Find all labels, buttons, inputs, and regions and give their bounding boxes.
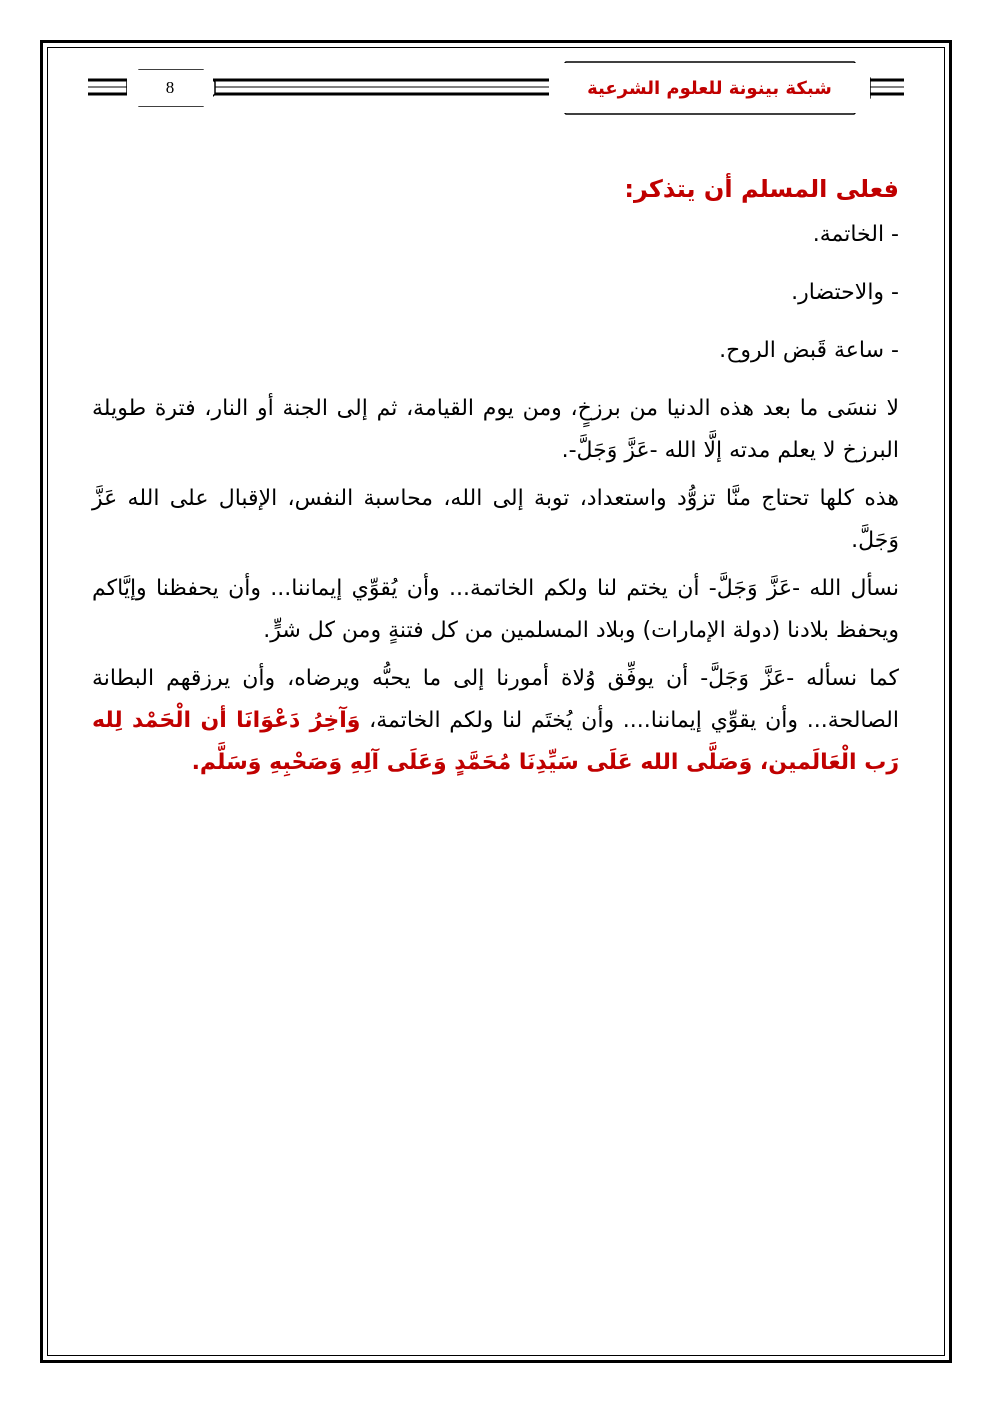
site-title: شبكة بينونة للعلوم الشرعية — [549, 63, 870, 113]
paragraph: هذه كلها تحتاج منَّا تزوُّد واستعداد، توبة إلى الله، محاسبة النفس، الإقبال على الله عَزَّ وَجَلَّ. — [92, 486, 899, 553]
list-item: - ساعة قَبض الروح. — [719, 338, 899, 363]
closing-paragraph — [92, 658, 899, 784]
closing-prayer: وَآخِرُ دَعْوَانَا أن الْحَمْد لِله رَب الْعَالَمين، وَصَلَّى الله عَلَى سَيِّدِنَا مُحَمَّدٍ وَعَلَى آلِهِ وَصَحْبِهِ وَسَلَّم. — [92, 708, 899, 775]
paragraph: نسأل الله -عَزَّ وَجَلَّ- أن يختم لنا ولكم الخاتمة... وأن يُقوِّي إيماننا... وأن يحفظنا وإيَّاكم ويحفظ بلادنا (دولة الإمارات) وبلاد المسلمين من كل فتنةٍ ومن كل شرٍّ. — [92, 576, 899, 643]
paragraph: لا ننسَى ما بعد هذه الدنيا من برزخٍ، ومن يوم القيامة، ثم إلى الجنة أو النار، فترة طويلة البرزخ لا يعلم مدته إلَّا الله -عَزَّ وَجَلَّ-. — [92, 396, 899, 463]
section-heading: فعلى المسلم أن يتذكر: — [624, 175, 899, 203]
document-body — [92, 168, 899, 790]
list-item: - والاحتضار. — [791, 280, 899, 305]
closing-text: كما نسأله -عَزَّ وَجَلَّ- أن يوفِّق وُلاة أمورنا إلى ما يحبُّه ويرضاه، وأن يرزقهم البطانة الصالحة... وأن يقوِّي إيماننا.... وأن يُختَم لنا ولكم الخاتمة، — [92, 666, 899, 733]
list-item: - الخاتمة. — [812, 222, 899, 247]
page-number: 8 — [127, 70, 213, 106]
